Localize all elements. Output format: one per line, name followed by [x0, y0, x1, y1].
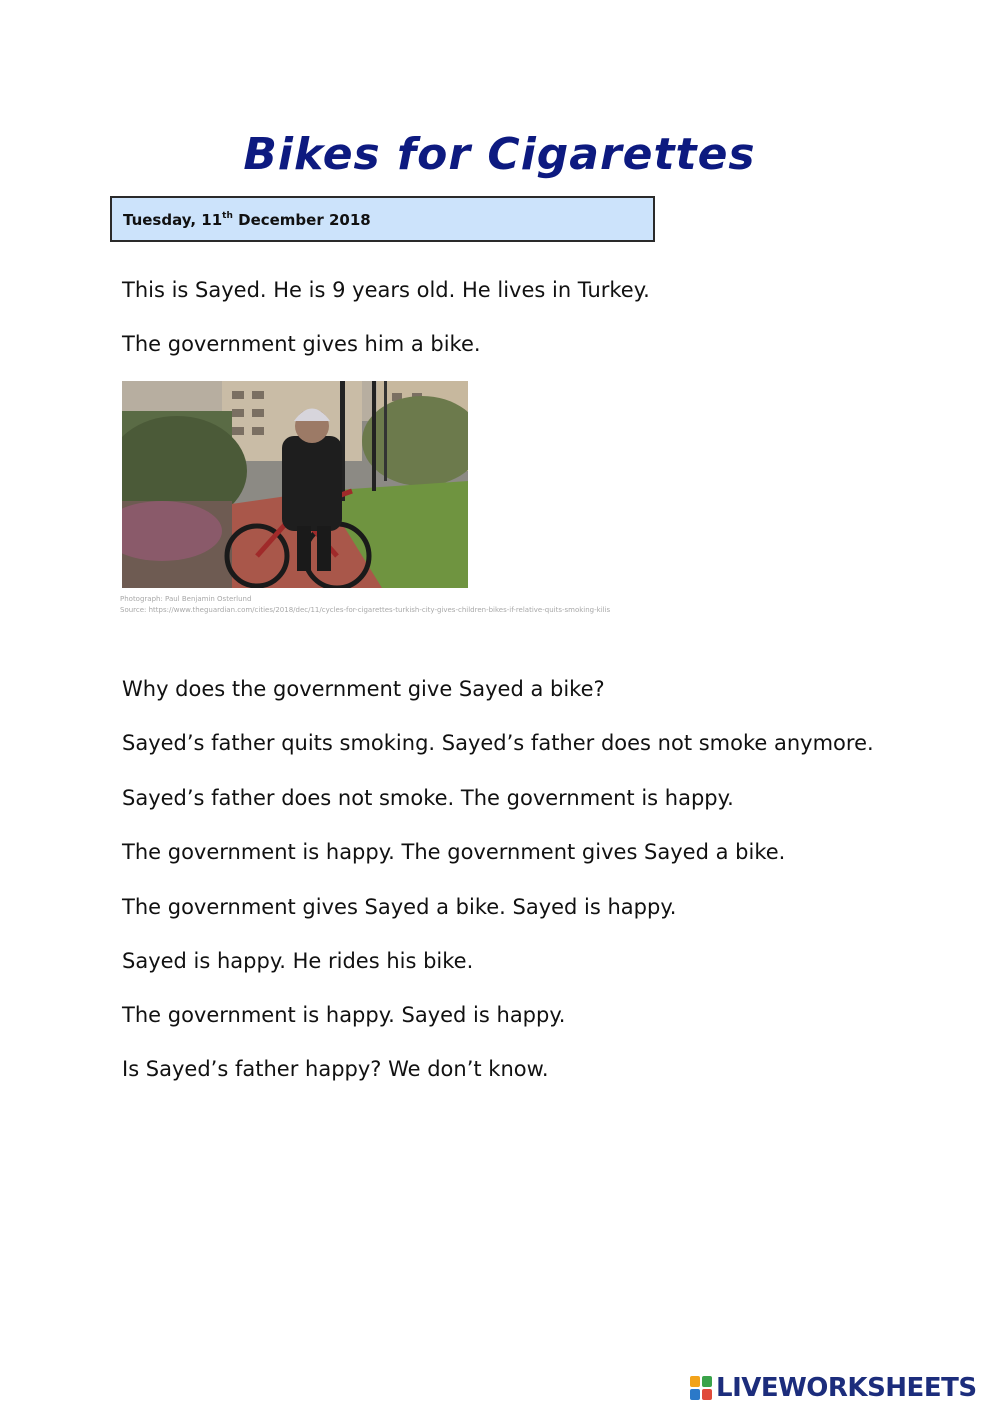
photo-credit: Photograph: Paul Benjamin Osterlund	[120, 595, 252, 603]
date-prefix: Tuesday, 11	[123, 211, 223, 229]
date-rest: December 2018	[232, 211, 371, 229]
photo-boy-with-bike	[122, 381, 468, 588]
intro-line-2: The government gives him a bike.	[122, 332, 481, 356]
intro-line-1: This is Sayed. He is 9 years old. He lives in Turkey.	[122, 278, 650, 302]
date-box	[110, 196, 655, 242]
liveworksheets-logo-icon	[690, 1376, 712, 1400]
logo-text: LIVEWORKSHEETS	[716, 1373, 977, 1403]
photo-source: Source: https://www.theguardian.com/cities/2018/dec/11/cycles-for-cigarettes-turkish-city-gives-children-bikes-if-relative-quits-smoking-kilis	[120, 606, 611, 614]
body-line-8: Is Sayed’s father happy? We don’t know.	[122, 1057, 549, 1081]
date-text	[123, 211, 371, 229]
liveworksheets-logo[interactable]	[690, 1373, 977, 1403]
body-line-7: The government is happy. Sayed is happy.	[122, 1003, 566, 1027]
body-line-2: Sayed’s father quits smoking. Sayed’s father does not smoke anymore.	[122, 731, 874, 755]
worksheet-title: Bikes for Cigarettes	[243, 129, 756, 180]
body-line-3: Sayed’s father does not smoke. The government is happy.	[122, 786, 734, 810]
body-line-6: Sayed is happy. He rides his bike.	[122, 949, 474, 973]
body-line-1: Why does the government give Sayed a bike?	[122, 677, 605, 701]
body-line-4: The government is happy. The government gives Sayed a bike.	[122, 840, 786, 864]
body-line-5: The government gives Sayed a bike. Sayed is happy.	[122, 895, 677, 919]
date-ordinal: th	[222, 211, 233, 221]
